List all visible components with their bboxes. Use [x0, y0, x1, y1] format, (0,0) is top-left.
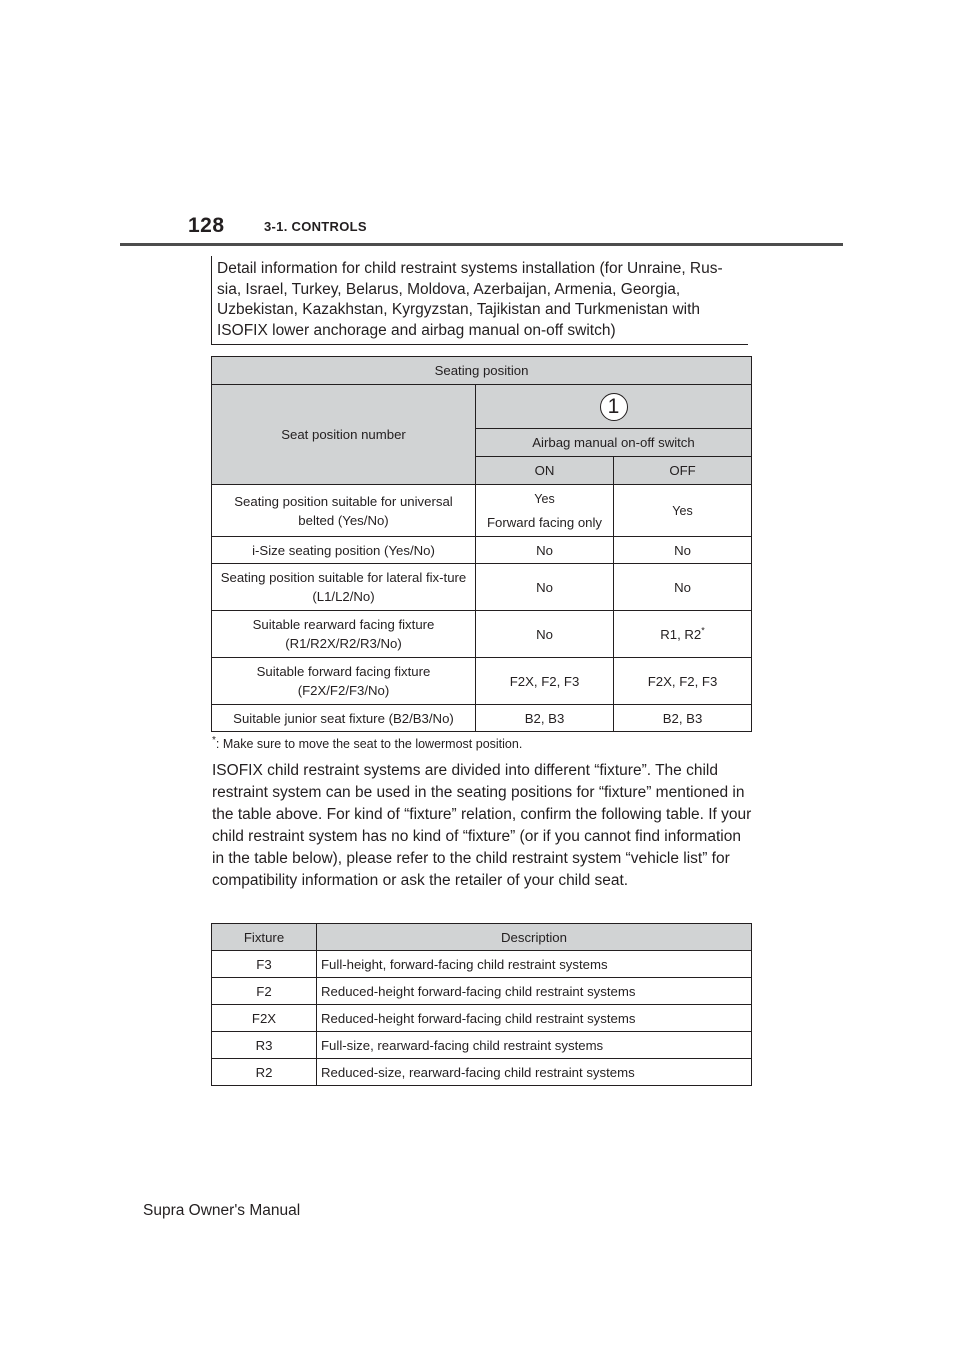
- on-value: No: [476, 537, 614, 564]
- footnote-star: *: [212, 734, 216, 746]
- intro-text: Detail information for child restraint systems installation (for Unraine, Rus-sia, Israel, Turkey, Belarus, Moldova, Azerbaijan, Armenia, Georgia, Uzbekistan, Kazakhstan, Kyrgyzstan, Tajikistan and Turkmenistan with ISOFIX lower anchorage and airbag manual on-off switch): [217, 260, 723, 339]
- off-value: [614, 485, 752, 537]
- fixture-table: [211, 923, 752, 1086]
- table-title: Seating position: [212, 357, 752, 385]
- seating-position-table: [211, 356, 752, 732]
- row-label: i-Size seating position (Yes/No): [212, 537, 476, 564]
- table-row: [212, 658, 752, 705]
- on-value: [476, 485, 614, 537]
- footer-title: Supra Owner's Manual: [143, 1202, 301, 1219]
- off-value: No: [614, 564, 752, 611]
- table-row: [212, 1032, 752, 1059]
- description-cell: Reduced-size, rearward-facing child restraint systems: [317, 1059, 752, 1086]
- off-value-text: R1, R2: [660, 626, 702, 642]
- description-cell: Reduced-height forward-facing child restraint systems: [317, 1005, 752, 1032]
- row-label: Seating position suitable for universal belted (Yes/No): [212, 485, 476, 537]
- fixture-cell: F3: [212, 951, 317, 978]
- off-value-text: Yes: [672, 503, 693, 518]
- fixture-cell: R3: [212, 1032, 317, 1059]
- on-value: B2, B3: [476, 705, 614, 732]
- on-value: No: [476, 564, 614, 611]
- on-value-note: Forward facing only: [486, 514, 603, 530]
- seat-position-label: Seat position number: [212, 385, 476, 485]
- footnote-marker: *: [701, 625, 705, 636]
- description-header: Description: [317, 924, 752, 951]
- fixture-cell: F2X: [212, 1005, 317, 1032]
- row-label: Suitable rearward facing fixture (R1/R2X/R2/R3/No): [212, 611, 476, 658]
- table-row: [212, 485, 752, 537]
- table-row: [212, 564, 752, 611]
- fixture-cell: F2: [212, 978, 317, 1005]
- table-row: [212, 611, 752, 658]
- table-row: [212, 537, 752, 564]
- on-value: F2X, F2, F3: [476, 658, 614, 705]
- fixture-cell: R2: [212, 1059, 317, 1086]
- off-value: [614, 611, 752, 658]
- off-value: No: [614, 537, 752, 564]
- section-title: 3-1. CONTROLS: [264, 219, 367, 234]
- header-rule: [120, 243, 843, 246]
- airbag-switch-header: Airbag manual on-off switch: [476, 429, 752, 457]
- table-row: [212, 705, 752, 732]
- off-header: OFF: [614, 457, 752, 485]
- footnote: [212, 734, 523, 751]
- description-cell: Full-height, forward-facing child restraint systems: [317, 951, 752, 978]
- on-value: No: [476, 611, 614, 658]
- on-header: ON: [476, 457, 614, 485]
- body-paragraph: ISOFIX child restraint systems are divided into different “fixture”. The child restraint system can be used in the seating positions for “fixture” mentioned in the table above. For kind of “fixture” relation, confirm the following table. If your child restraint system has no kind of “fixture” (or if you cannot find information in the table below), please refer to the child restraint system “vehicle list” for compatibility information or ask the retailer of your child seat.: [212, 762, 752, 889]
- row-label: Suitable forward facing fixture (F2X/F2/F3/No): [212, 658, 476, 705]
- footnote-text: : Make sure to move the seat to the lowermost position.: [215, 737, 523, 751]
- table-row: [212, 951, 752, 978]
- table-row: [212, 978, 752, 1005]
- on-value-main: Yes: [534, 491, 555, 506]
- row-label: Seating position suitable for lateral fix-ture (L1/L2/No): [212, 564, 476, 611]
- table-row: [212, 1005, 752, 1032]
- fixture-header: Fixture: [212, 924, 317, 951]
- off-value: B2, B3: [614, 705, 752, 732]
- table-row: [212, 1059, 752, 1086]
- description-cell: Reduced-height forward-facing child restraint systems: [317, 978, 752, 1005]
- description-cell: Full-size, rearward-facing child restraint systems: [317, 1032, 752, 1059]
- row-label: Suitable junior seat fixture (B2/B3/No): [212, 705, 476, 732]
- off-value: F2X, F2, F3: [614, 658, 752, 705]
- page-number: 128: [188, 214, 225, 237]
- seat-number-cell: [476, 385, 752, 429]
- seat-number-badge: 1: [600, 393, 628, 421]
